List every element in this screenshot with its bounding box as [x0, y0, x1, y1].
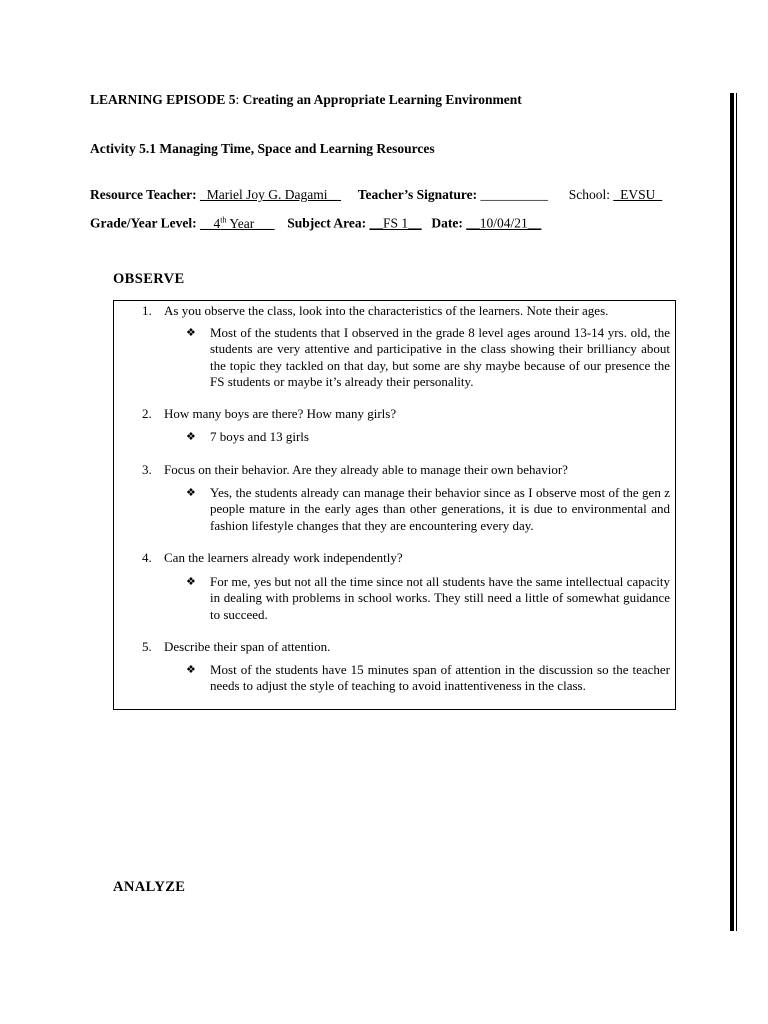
margin-rule-thin — [736, 93, 737, 931]
answer-1: ❖ Most of the students that I observed in the grade 8 level ages around 13-14 yrs. old, the students are very attentive and participative in the class showing their brilliancy about the topic they tackled on that day, but some are shy maybe because of our presence the FS students or maybe it’s already their personality. — [186, 325, 670, 390]
date-label: Date: — [431, 215, 463, 231]
resource-teacher-value: _Mariel Joy G. Dagami__ — [199, 187, 341, 202]
diamond-bullet-icon: ❖ — [186, 576, 196, 588]
activity-title: Activity 5.1 Managing Time, Space and Learning Resources — [90, 141, 435, 156]
observation-box — [113, 300, 676, 710]
info-row-2 — [90, 215, 541, 232]
margin-rule-thick — [730, 93, 734, 931]
episode-colon: : — [235, 92, 240, 107]
diamond-bullet-icon: ❖ — [186, 327, 196, 339]
school-value: _EVSU_ — [613, 187, 663, 202]
grade-value: __4th Year___ — [199, 215, 275, 231]
episode-title-text: Creating an Appropriate Learning Environment — [242, 92, 522, 107]
episode-label: LEARNING EPISODE 5 — [90, 92, 236, 107]
info-row-1 — [90, 187, 662, 203]
school-label: School: — [568, 187, 610, 202]
signature-value: __________ — [480, 187, 548, 202]
resource-teacher-label: Resource Teacher: — [90, 187, 197, 202]
answer-3: ❖ Yes, the students already can manage their behavior since as I observe most of the gen z people mature in the early ages than other generations, it is due to environmental and fashion lifestyle changes that they are encountering every day. — [186, 485, 670, 533]
analyze-heading: ANALYZE — [113, 879, 186, 895]
question-3: 3. Focus on their behavior. Are they already able to manage their own behavior? — [142, 462, 568, 477]
question-4: 4. Can the learners already work independently? — [142, 550, 403, 565]
answer-4: ❖ For me, yes but not all the time since not all students have the same intellectual capacity in dealing with problems in school works. They still need a little of somewhat guidance to succeed. — [186, 574, 670, 622]
subject-label: Subject Area: — [287, 215, 367, 231]
observe-heading: OBSERVE — [113, 271, 185, 287]
diamond-bullet-icon: ❖ — [186, 431, 196, 443]
diamond-bullet-icon: ❖ — [186, 664, 196, 676]
question-1: 1. As you observe the class, look into the characteristics of the learners. Note their ages. — [142, 303, 609, 318]
signature-label: Teacher’s Signature: — [357, 187, 478, 202]
episode-title — [90, 92, 522, 108]
question-2: 2. How many boys are there? How many girls? — [142, 406, 397, 421]
date-value: __10/04/21__ — [466, 215, 542, 231]
answer-5: ❖ Most of the students have 15 minutes span of attention in the discussion so the teacher needs to adjust the style of teaching to avoid inattentiveness in the class. — [186, 662, 670, 694]
subject-value: __FS 1__ — [369, 215, 422, 231]
answer-2: ❖ 7 boys and 13 girls — [186, 429, 309, 444]
grade-label: Grade/Year Level: — [90, 215, 197, 231]
diamond-bullet-icon: ❖ — [186, 487, 196, 499]
question-5: 5. Describe their span of attention. — [142, 639, 331, 654]
